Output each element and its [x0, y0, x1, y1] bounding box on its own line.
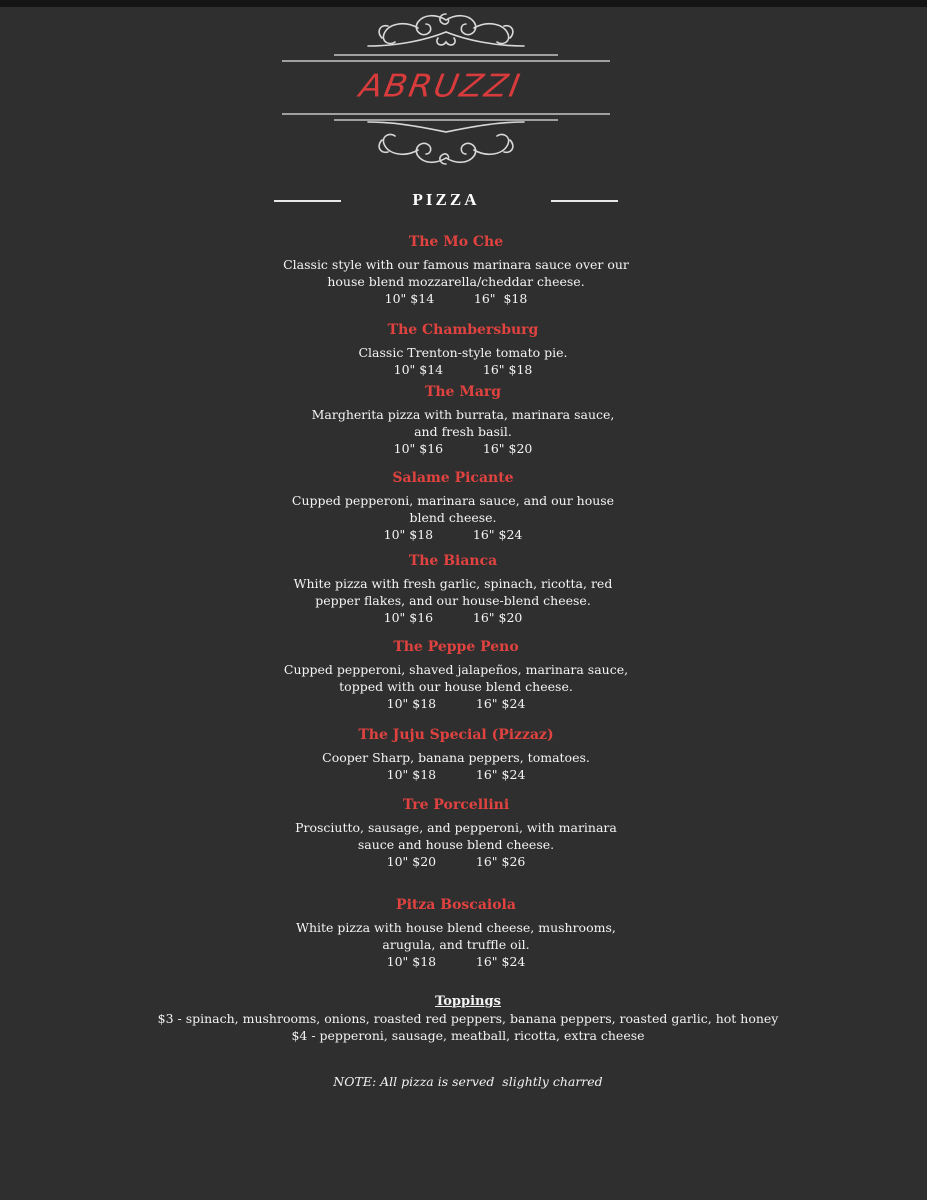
- item-name: The Peppe Peno: [393, 639, 519, 655]
- note: NOTE: All pizza is served slightly charred: [333, 1074, 603, 1089]
- menu-item: [276, 234, 636, 307]
- item-description: Cupped pepperoni, marinara sauce, and our house blend cheese.: [291, 493, 615, 525]
- toppings-title: Toppings: [435, 994, 501, 1009]
- item-description: Cupped pepperoni, shaved jalapeños, marinara sauce, topped with our house blend cheese.: [283, 662, 629, 694]
- menu-item: [298, 384, 628, 457]
- item-description: Prosciutto, sausage, and pepperoni, with marinara sauce and house blend cheese.: [295, 820, 617, 852]
- item-prices: 10" $14 16" $18: [384, 291, 528, 306]
- divider-right: [551, 200, 618, 202]
- item-prices: 10" $18 16" $24: [386, 696, 526, 711]
- item-name: Pitza Boscaiola: [396, 897, 516, 913]
- menu-item: [281, 727, 631, 783]
- section-title: PIZZA: [412, 190, 480, 209]
- menu-item: [288, 470, 618, 543]
- item-name: Salame Picante: [392, 470, 514, 486]
- item-name: The Bianca: [408, 553, 498, 569]
- item-prices: 10" $18 16" $24: [383, 527, 523, 542]
- item-name: The Marg: [424, 384, 502, 400]
- item-prices: 10" $20 16" $26: [386, 854, 526, 869]
- item-name: The Juju Special (Pizzaz): [358, 727, 554, 743]
- toppings-section: [110, 993, 826, 1044]
- item-description: Classic Trenton-style tomato pie.: [358, 345, 568, 360]
- item-prices: 10" $16 16" $20: [383, 610, 523, 625]
- section-header: [274, 188, 618, 214]
- item-description: Classic style with our famous marinara sauce over our house blend mozzarella/cheddar cheese.: [283, 257, 629, 289]
- brand-name: ABRUZZI: [356, 66, 525, 105]
- item-prices: 10" $18 16" $24: [386, 954, 526, 969]
- toppings-line: $3 - spinach, mushrooms, onions, roasted red peppers, banana peppers, roasted garlic, hot honey: [157, 1011, 779, 1026]
- item-name: The Mo Che: [408, 234, 504, 250]
- menu-item: [283, 322, 643, 378]
- item-prices: 10" $16 16" $20: [393, 441, 533, 456]
- item-name: The Chambersburg: [387, 322, 539, 338]
- menu-item: [288, 553, 618, 626]
- item-prices: 10" $14 16" $18: [393, 362, 533, 377]
- item-name: Tre Porcellini: [402, 797, 510, 813]
- toppings-line: $4 - pepperoni, sausage, meatball, ricotta, extra cheese: [291, 1028, 645, 1043]
- item-prices: 10" $18 16" $24: [386, 767, 526, 782]
- menu-item: [281, 639, 631, 712]
- logo: [278, 8, 614, 170]
- item-description: White pizza with house blend cheese, mushrooms, arugula, and truffle oil.: [296, 920, 616, 952]
- item-description: Cooper Sharp, banana peppers, tomatoes.: [322, 750, 590, 765]
- menu-item: [286, 897, 626, 970]
- menu-item: [286, 797, 626, 870]
- item-description: Margherita pizza with burrata, marinara sauce, and fresh basil.: [311, 407, 615, 439]
- item-description: White pizza with fresh garlic, spinach, ricotta, red pepper flakes, and our house-blend cheese.: [293, 576, 613, 608]
- top-bar: [0, 0, 927, 7]
